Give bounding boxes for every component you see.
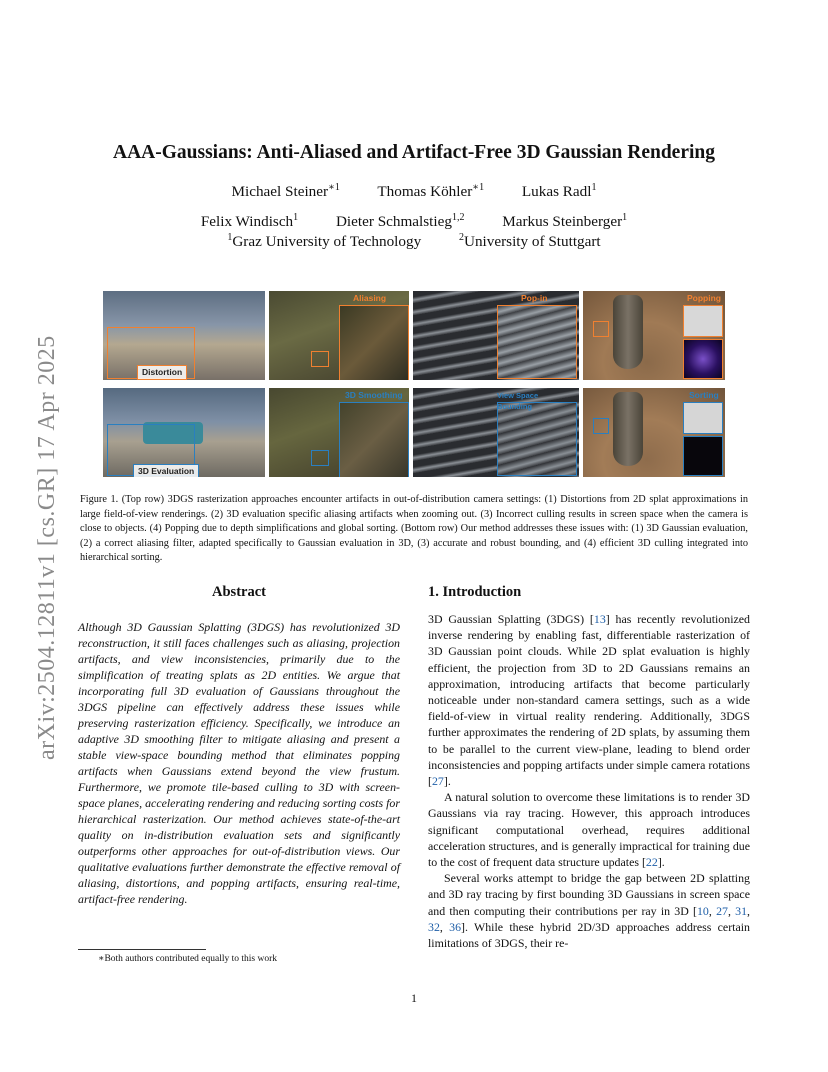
- figure-image-3d-evaluation: [103, 388, 265, 477]
- arxiv-stamp-text: arXiv:2504.12811v1 [cs.GR] 17 Apr 2025: [34, 335, 60, 760]
- text-run: ,: [727, 903, 736, 918]
- figure-inset-marker: [593, 321, 609, 337]
- vase-shape: [613, 295, 643, 369]
- figure-inset: [339, 305, 409, 380]
- figure-image-popping: [583, 291, 725, 380]
- intro-paragraph: [428, 789, 750, 870]
- author-name: Dieter Schmalstieg: [335, 213, 452, 231]
- author-name: Thomas Köhler: [377, 183, 473, 201]
- citation-link[interactable]: 36: [449, 919, 462, 934]
- author-name: Felix Windisch: [200, 213, 294, 231]
- figure-image-view-space-bounding: [413, 388, 579, 477]
- arxiv-stamp: [22, 285, 60, 760]
- text-run: ,: [747, 903, 751, 918]
- footnote: ∗Both authors contributed equally to this work: [98, 954, 278, 964]
- author-affiliation-mark: 1: [622, 212, 628, 223]
- section-heading-introduction: 1. Introduction: [428, 584, 522, 600]
- figure-bottom-row: [103, 388, 725, 477]
- figure-image-3d-smoothing: [269, 388, 409, 477]
- figure-label-aliasing: Aliasing: [353, 293, 387, 303]
- figure-inset-marker: [311, 351, 329, 367]
- figure-label-distortion: Distortion: [137, 365, 187, 380]
- author-name: Lukas Radl: [521, 183, 592, 201]
- footnote-rule: [78, 949, 206, 950]
- figure-image-sorting: [583, 388, 725, 477]
- author-affiliation-mark: 1: [293, 212, 299, 223]
- figure-inset: [497, 402, 577, 476]
- affiliation: Graz University of Technology: [232, 233, 422, 251]
- citation-link[interactable]: 10: [696, 903, 709, 918]
- author-name: Markus Steinberger: [502, 213, 623, 231]
- author-affiliation-mark: ∗1: [328, 182, 340, 193]
- page-number: 1: [411, 991, 417, 1005]
- figure-inset: [339, 402, 409, 477]
- text-run: ].: [443, 774, 451, 789]
- citation-link[interactable]: 13: [593, 612, 606, 626]
- figure-label-view-space-bounding: View Space Bounding: [497, 391, 539, 411]
- figure-label-3d-smoothing: 3D Smoothing: [345, 390, 403, 400]
- author-name: Michael Steiner: [231, 183, 329, 201]
- intro-paragraph: [428, 870, 750, 951]
- text-run: ] has recently revolutionized inverse rendering by enabling fast, differentiable rasterization of 3D Gaussian point clouds. While 2D splat evaluation is highly efficient, the projection from 3D to 2D Gaussians remains an approximation, introducing artifacts that become particularly noticeable under non-standard camera settings, such as a wide field-of-view in virtual reality rendering. Additionally, 3DGS further approximates the rendering of 2D splats, by assuming them to be parallel to the current view-plane, leading to blend order inconsistencies and popping artifacts under simple camera rotations [: [428, 612, 750, 789]
- citation-link[interactable]: 32: [428, 919, 440, 934]
- affiliation: University of Stuttgart: [463, 233, 601, 251]
- figure-caption: Figure 1. (Top row) 3DGS rasterization approaches encounter artifacts in out-of-distribution camera settings: (1) Distortions from 2D splat approximations in large field-of-view renderings. (2) 3D evaluation specific aliasing artifacts when zooming out. (3) Incorrect culling results in screen space when the camera is close to objects. (4) Popping due to depth simplifications and global sorting. (Bottom row) Our method addresses these issues with: (1) 3D Gaussian evaluation, (2) a correct aliasing filter, adapted specifically to Gaussian evaluation in 3D, (3) accurate and robust bounding, and (4) efficient 3D culling integrated into hierarchical sorting.: [80, 494, 748, 564]
- author-line-1: [0, 182, 828, 201]
- text-run: Several works attempt to bridge the gap between 2D splatting and 3D ray tracing by first bounding 3D Gaussians in screen space and then computing their contributions per ray in 3D [: [428, 871, 750, 918]
- figure-inset-marker: [593, 418, 609, 434]
- affiliation-mark: 1: [227, 232, 233, 243]
- figure-image-distortion: [103, 291, 265, 380]
- figure-inset: [683, 305, 723, 337]
- affiliations: [0, 232, 828, 251]
- text-run: A natural solution to overcome these limitations is to render 3D Gaussians via ray tracing. However, this approach introduces significant computational overhead, requires additional acceleration structures, and is generally impractical for training due to the cost of frequent data structure updates [: [428, 790, 750, 870]
- figure-inset-marker: [311, 450, 329, 466]
- figure-inset: [683, 339, 723, 379]
- author-affiliation-mark: ∗1: [472, 182, 485, 193]
- figure-inset: [683, 436, 723, 476]
- figure-image-pop-in: [413, 291, 579, 380]
- abstract-heading: Abstract: [212, 584, 266, 600]
- text-run: ,: [439, 919, 450, 934]
- figure-label-popping: Popping: [687, 293, 721, 303]
- author-affiliation-mark: 1: [591, 182, 597, 193]
- figure-label-pop-in: Pop-in: [521, 293, 548, 303]
- text-run: ]. While these hybrid 2D/3D approaches address certain limitations of 3DGS, their re-: [428, 919, 750, 951]
- figure-image-aliasing: [269, 291, 409, 380]
- text-run: ].: [657, 855, 665, 870]
- vase-shape: [613, 392, 643, 466]
- figure-label-3d-evaluation: 3D Evaluation: [133, 464, 199, 477]
- introduction-text: [428, 611, 750, 951]
- citation-link[interactable]: 31: [735, 903, 748, 918]
- figure-label-sorting: Sorting: [689, 390, 719, 400]
- abstract-text: Although 3D Gaussian Splatting (3DGS) has revolutionized 3D reconstruction, it still faces challenges such as aliasing, projection artifacts, and view inconsistencies, primarily due to the simplification of treating splats as 2D entities. We argue that incorporating full 3D evaluation of Gaussians throughout the 3DGS pipeline can effectively address these issues while preserving rasterization efficiency. Specifically, we introduce an adaptive 3D smoothing filter to mitigate aliasing and present a stable view-space bounding method that eliminates popping artifacts when Gaussians extend beyond the view frustum. Furthermore, we promote tile-based culling to 3D with screen-space planes, accelerating rendering and reducing sorting costs for hierarchical rasterization. Our method achieves state-of-the-art quality on in-distribution evaluation sets and significantly outperforms other approaches for out-of-distribution views. Our qualitative evaluations further demonstrate the effective removal of aliasing, distortions, and popping artifacts, ensuring real-time, artifact-free rendering.: [78, 620, 400, 906]
- figure-top-row: [103, 291, 725, 380]
- figure-inset: [683, 402, 723, 434]
- citation-link[interactable]: 27: [716, 903, 728, 918]
- author-line-2: [0, 212, 828, 231]
- text-run: ,: [708, 903, 717, 918]
- author-affiliation-mark: 1,2: [451, 212, 465, 223]
- intro-paragraph: [428, 611, 750, 789]
- text-run: 3D Gaussian Splatting (3DGS) [: [428, 612, 594, 626]
- figure-inset: [497, 305, 577, 379]
- citation-link[interactable]: 27: [431, 774, 444, 789]
- affiliation-mark: 2: [458, 232, 464, 243]
- citation-link[interactable]: 22: [645, 855, 658, 870]
- paper-title: AAA-Gaussians: Anti-Aliased and Artifact-Free 3D Gaussian Rendering: [113, 142, 715, 163]
